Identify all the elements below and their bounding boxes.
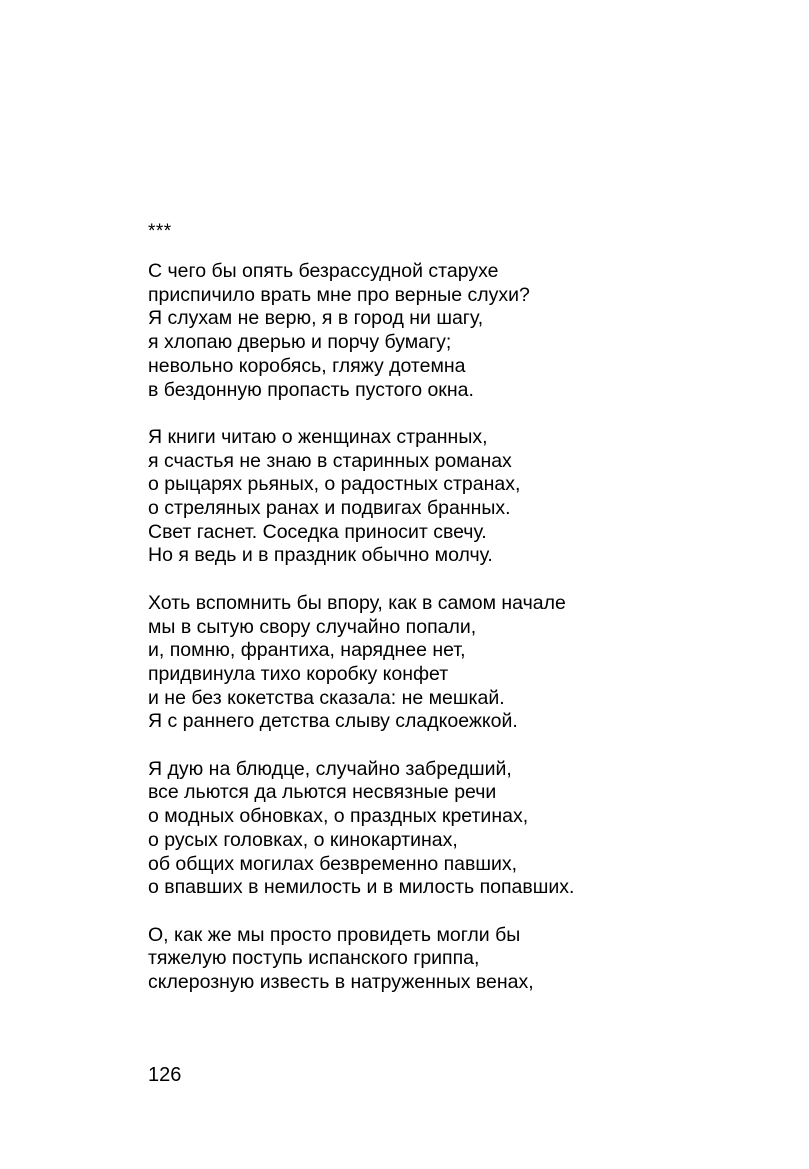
page-number: 126 (148, 1064, 182, 1086)
poem-line: о рыцарях рьяных, о радостных странах, (148, 473, 521, 496)
stanza-5 (148, 924, 788, 995)
poem-line: о русых головках, о кинокартинах, (148, 828, 458, 851)
poem-line: и не без кокетства сказала: не мешкай. (148, 686, 505, 709)
poem-line: я счастья не знаю в старинных романах (148, 449, 512, 472)
poem-line: тяжелую поступь испанского гриппа, (148, 947, 480, 970)
poem-line: все льются да льются несвязные речи (148, 781, 497, 804)
poem-line: мы в сытую свору случайно попали, (148, 615, 477, 638)
poem-separator: *** (148, 221, 172, 242)
poem-line: Но я ведь и в праздник обычно молчу. (148, 544, 493, 567)
stanza-4 (148, 758, 788, 900)
poem-line: и, помню, франтиха, наряднее нет, (148, 639, 466, 662)
poem-line: я хлопаю дверью и порчу бумагу; (148, 331, 452, 354)
poem-line: О, как же мы просто провидеть могли бы (148, 923, 521, 946)
poem-line: Я слухам не верю, я в город ни шагу, (148, 307, 484, 330)
poem-line: о модных обновках, о праздных кретинах, (148, 805, 529, 828)
stanza-3 (148, 592, 788, 734)
poem-line: Я с раннего детства слыву сладкоежкой. (148, 710, 518, 733)
poem-line: склерозную известь в натруженных венах, (148, 971, 534, 994)
poem-line: придвинула тихо коробку конфет (148, 662, 449, 685)
poem-line: об общих могилах безвременно павших, (148, 852, 518, 875)
poem-line: Хоть вспомнить бы впору, как в самом начале (148, 591, 566, 614)
poem-line: Я дую на блюдце, случайно забредший, (148, 757, 512, 780)
stanza-2 (148, 426, 788, 568)
poem (148, 220, 788, 1018)
stanza-1 (148, 260, 788, 402)
poem-line: Я книги читаю о женщинах странных, (148, 425, 488, 448)
poem-line: приспичило врать мне про верные слухи? (148, 283, 530, 306)
poem-line: Свет гаснет. Соседка приносит свечу. (148, 520, 487, 543)
poem-line: о стреляных ранах и подвигах бранных. (148, 497, 511, 520)
poem-line: в бездонную пропасть пустого окна. (148, 378, 474, 401)
poem-line: С чего бы опять безрассудной старухе (148, 260, 499, 282)
poem-line: невольно коробясь, гляжу дотемна (148, 354, 466, 377)
poem-line: о впавших в немилость и в милость попавших. (148, 876, 575, 899)
